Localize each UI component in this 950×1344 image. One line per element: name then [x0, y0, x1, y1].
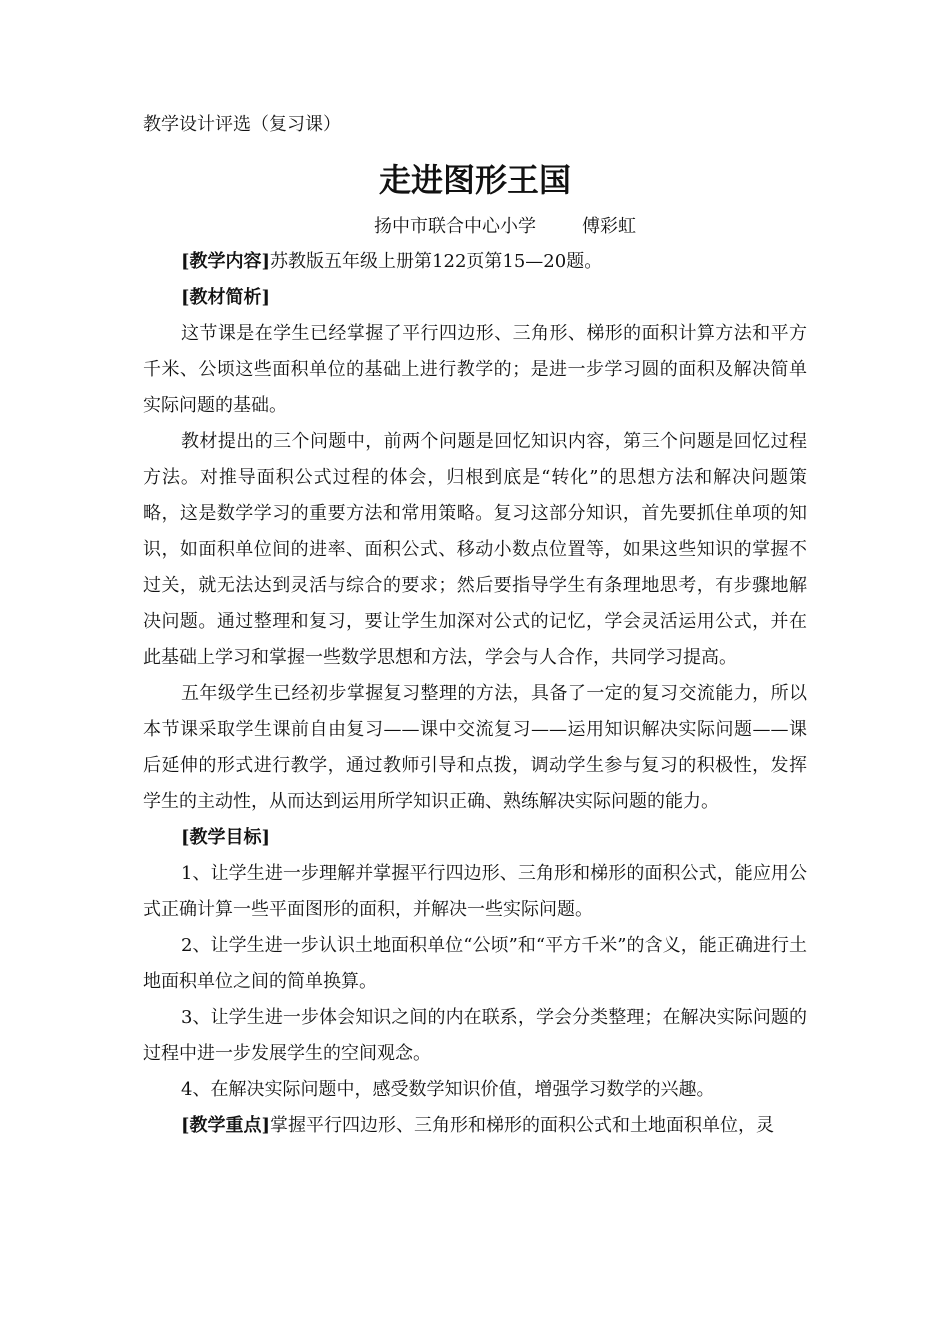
- byline: [143, 210, 807, 244]
- document-header: 教学设计评选（复习课）: [143, 114, 341, 135]
- analysis-paragraph-3: 五年级学生已经初步掌握复习整理的方法，具备了一定的复习交流能力，所以本节课采取学生课前自由复习——课中交流复习——运用知识解决实际问题——课后延伸的形式进行教学，通过教师引导和点拨，调动学生参与复习的积极性，发挥学生的主动性，从而达到运用所学知识正确、熟练解决实际问题的能力。: [143, 683, 807, 812]
- teaching-content: [143, 244, 807, 280]
- document-page: [143, 112, 807, 1144]
- goal-item-1: 1、让学生进一步理解并掌握平行四边形、三角形和梯形的面积公式，能应用公式正确计算一些平面图形的面积，并解决一些实际问题。: [143, 863, 807, 920]
- analysis-paragraph-2: 教材提出的三个问题中，前两个问题是回忆知识内容，第三个问题是回忆过程方法。对推导面积公式过程的体会，归根到底是“转化”的思想方法和解决问题策略，这是数学学习的重要方法和常用策略。复习这部分知识，首先要抓住单项的知识，如面积单位间的进率、面积公式、移动小数点位置等，如果这些知识的掌握不过关，就无法达到灵活与综合的要求；然后要指导学生有条理地思考，有步骤地解决问题。通过整理和复习，要让学生加深对公式的记忆，学会灵活运用公式，并在此基础上学习和掌握一些数学思想和方法，学会与人合作，共同学习提高。: [143, 431, 807, 668]
- goal-item-4: 4、在解决实际问题中，感受数学知识价值，增强学习数学的兴趣。: [181, 1079, 715, 1100]
- section-label-content: [教学内容]: [181, 251, 271, 272]
- document-title: 走进图形王国: [378, 161, 571, 199]
- school-name: 扬中市联合中心小学: [374, 216, 536, 237]
- goal-item-3: 3、让学生进一步体会知识之间的内在联系，学会分类整理；在解决实际问题的过程中进一步发展学生的空间观念。: [143, 1007, 807, 1064]
- section-label-keypoints: [教学重点]: [181, 1115, 271, 1136]
- author-name: 傅彩虹: [582, 216, 636, 237]
- teaching-keypoints: [143, 1108, 807, 1144]
- keypoints-text: 掌握平行四边形、三角形和梯形的面积公式和土地面积单位，灵: [270, 1115, 775, 1136]
- teaching-content-text: 苏教版五年级上册第122页第15—20题。: [270, 251, 603, 272]
- analysis-paragraph-1: 这节课是在学生已经掌握了平行四边形、三角形、梯形的面积计算方法和平方千米、公顷这些面积单位的基础上进行教学的；是进一步学习圆的面积及解决简单实际问题的基础。: [143, 323, 807, 416]
- section-label-goals: [教学目标]: [181, 827, 271, 848]
- section-label-analysis: [教材简析]: [181, 287, 271, 308]
- goal-item-2: 2、让学生进一步认识土地面积单位“公顷”和“平方千米”的含义，能正确进行土地面积单位之间的简单换算。: [143, 935, 807, 992]
